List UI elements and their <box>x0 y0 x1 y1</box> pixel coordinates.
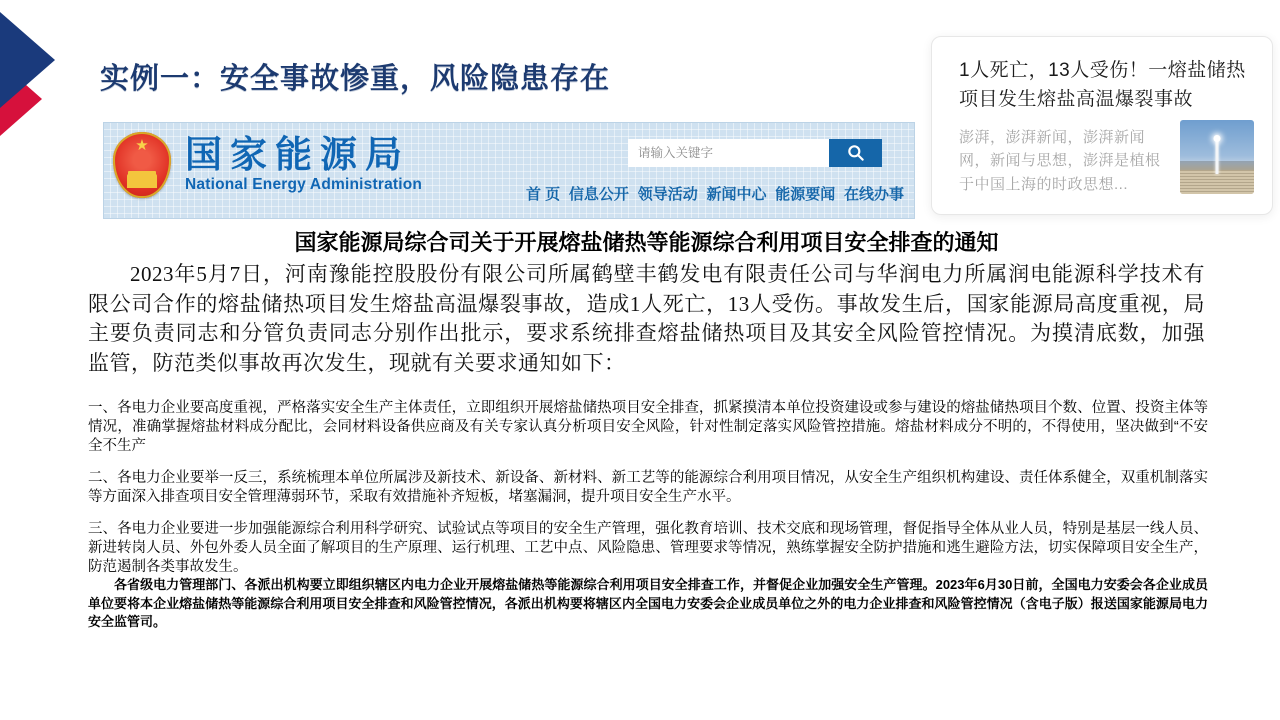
nav-item-info-disclosure[interactable]: 信息公开 <box>568 186 629 203</box>
news-title: 1人死亡，13人受伤！一熔盐储热项目发生熔盐高温爆裂事故 <box>959 60 1246 110</box>
notice-footer-paragraph: 各省级电力管理部门、各派出机构要立即组织辖区内电力企业开展熔盐储热等能源综合利用项目安全排查工作，并督促企业加强安全生产管理。2023年6月30日前，全国电力安委会各企业成员单位要将本企业熔盐储热等能源综合利用项目安全排查和风险管控情况，各派出机构要将辖区内全国电力安委会企业成员单位之外的电力企业排查和风险管控情况（含电子版）报送国家能源局电力安全监管司。 <box>88 577 1208 629</box>
nav-item-leadership[interactable]: 领导活动 <box>637 186 698 203</box>
nav-item-energy-news[interactable]: 能源要闻 <box>775 186 836 203</box>
nav-item-home[interactable]: 首 页 <box>526 186 561 203</box>
notice-title: 国家能源局综合司关于开展熔盐储热等能源综合利用项目安全排查的通知 <box>294 230 999 255</box>
site-name: 国家能源局 <box>185 133 410 175</box>
notice-item-1: 一、各电力企业要高度重视，严格落实安全生产主体责任，立即组织开展熔盐储热项目安全排查，抓紧摸清本单位投资建设或参与建设的熔盐储热项目个数、位置、投资主体等情况，准确掌握熔盐材料成分配比，会同材料设备供应商及有关专家认真分析项目安全风险，针对性制定落实风险管控措施。熔盐材料成分不明的，不得使用，坚决做到“不安全不生产 <box>88 400 1208 454</box>
site-name-english: National Energy Administration <box>185 176 423 194</box>
site-navigation <box>526 183 904 204</box>
search-icon <box>846 143 866 163</box>
news-description: 澎湃，澎湃新闻，澎湃新闻网，新闻与思想，澎湃是植根于中国上海的时政思想... <box>959 129 1161 193</box>
nav-item-online-services[interactable]: 在线办事 <box>843 186 904 203</box>
news-card[interactable] <box>931 36 1273 215</box>
search-bar <box>628 139 882 167</box>
nav-item-news-center[interactable]: 新闻中心 <box>706 186 767 203</box>
nea-logo-row <box>113 132 422 198</box>
solar-tower-thumbnail <box>1180 120 1254 194</box>
national-emblem-icon: ★ <box>113 132 171 198</box>
notice-item-2: 二、各电力企业要举一反三，系统梳理本单位所属涉及新技术、新设备、新材料、新工艺等的能源综合利用项目情况，从安全生产组织机构建设、责任体系健全，双重机制落实等方面深入排查项目安全管理薄弱环节，采取有效措施补齐短板，堵塞漏洞，提升项目安全生产水平。 <box>88 470 1208 505</box>
search-input[interactable] <box>628 139 829 167</box>
notice-items <box>88 399 1208 590</box>
notice-item-3: 三、各电力企业要进一步加强能源综合利用科学研究、试验试点等项目的安全生产管理，强化教育培训、技术交底和现场管理，督促指导全体从业人员，特别是基层一线人员、新进转岗人员、外包外委人员全面了解项目的生产原理、运行机理、工艺中点、风险隐患、管理要求等情况，熟练掌握安全防护措施和逃生避险方法，切实保障项目安全生产，防范遏制各类事故发生。 <box>88 521 1208 575</box>
notice-intro-paragraph: 2023年5月7日，河南豫能控股股份有限公司所属鹤壁丰鹤发电有限责任公司与华润电力所属润电能源科学技术有限公司合作的熔盐储热项目发生熔盐高温爆裂事故，造成1人死亡，13人受伤。事故发生后，国家能源局高度重视，局主要负责同志和分管负责同志分别作出批示，要求系统排查熔盐储热项目及其安全风险管控情况。为摸清底数，加强监管，防范类似事故再次发生，现就有关要求通知如下： <box>88 262 1205 375</box>
search-button[interactable] <box>829 139 882 167</box>
slide-title: 实例一：安全事故惨重，风险隐患存在 <box>100 63 611 95</box>
nea-website-header <box>103 122 915 219</box>
